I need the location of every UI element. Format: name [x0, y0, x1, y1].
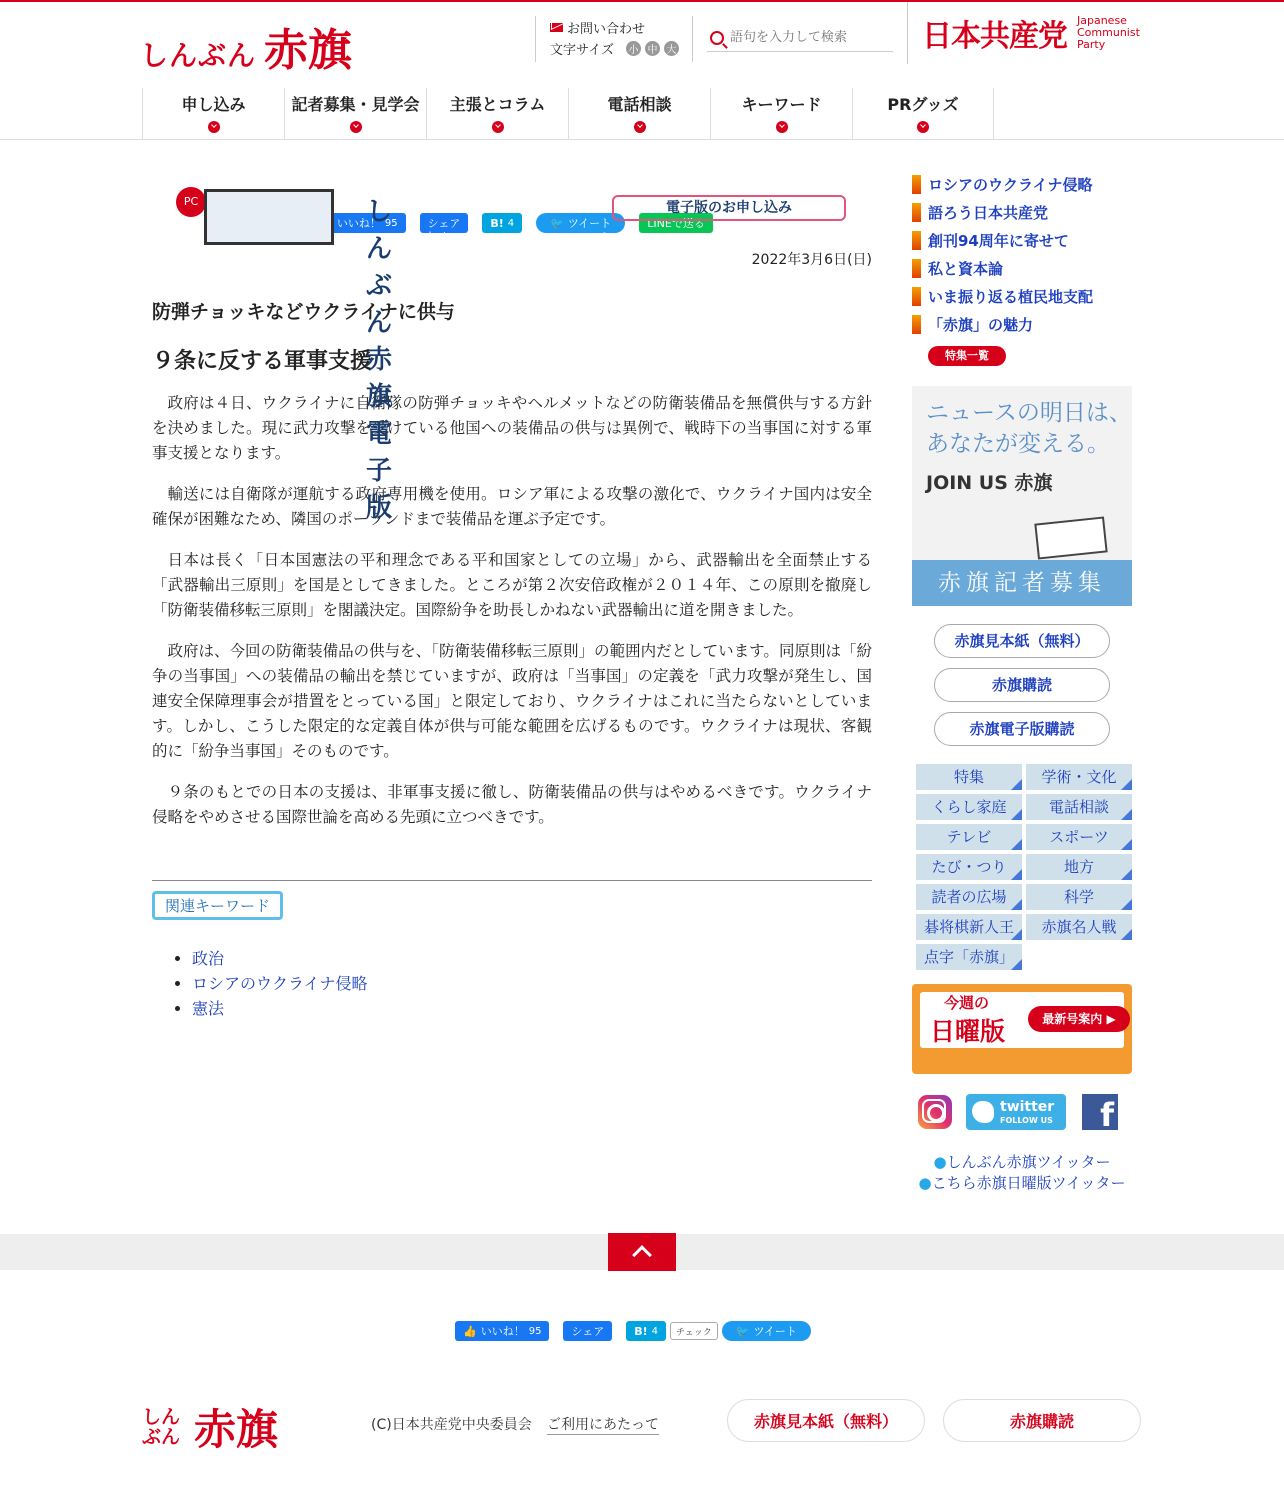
page-top-button[interactable]	[608, 1233, 676, 1271]
nav-item-apply[interactable]: 申し込み	[142, 88, 284, 140]
header-utility	[535, 16, 693, 62]
global-nav	[142, 88, 994, 140]
font-size-medium-button[interactable]: 中	[645, 41, 660, 56]
facebook-like-button[interactable]: 👍 いいね！ 95	[455, 1321, 549, 1341]
digital-subscribe-button[interactable]: 赤旗電子版購読	[934, 712, 1110, 746]
footer-logo[interactable]: しんぶん 赤旗	[142, 1405, 279, 1454]
related-keyword-link[interactable]: 憲法	[192, 999, 225, 1018]
category-link[interactable]: くらし家庭	[916, 794, 1022, 820]
category-link[interactable]: 読者の広場	[916, 884, 1022, 910]
nav-item-phone-consult[interactable]: 電話相談	[568, 88, 710, 140]
twitter-bird-icon: 🐦	[550, 216, 564, 230]
chevron-down-icon	[634, 121, 646, 133]
category-link[interactable]: スポーツ	[1026, 824, 1132, 850]
newspaper-illustration	[1034, 516, 1107, 559]
article-paragraph: 日本は長く「日本国憲法の平和理念である平和国家としての立場」から、武器輸出を全面禁止する「武器輸出三原則」を国是としてきました。ところが第２次安倍政権が２０１４年、この原則を撤廃し「防衛装備移転三原則」を閣議決定。国際紛争を助長しかねない武器輸出に道を開きました。	[152, 551, 872, 619]
related-keyword-link[interactable]: 政治	[192, 949, 225, 968]
chevron-down-icon	[776, 121, 788, 133]
chevron-down-icon	[208, 121, 220, 133]
list-item	[192, 996, 872, 1021]
twitter-link[interactable]: ●こちら赤旗日曜版ツイッター	[918, 1174, 1126, 1192]
latest-issue-button[interactable]: 最新号案内 ▶	[1028, 1006, 1130, 1032]
divider	[152, 880, 872, 881]
twitter-bird-icon: 🐦	[735, 1324, 750, 1338]
chevron-down-icon	[917, 121, 929, 133]
category-link[interactable]: 地方	[1026, 854, 1132, 880]
mail-icon	[550, 23, 563, 32]
hatena-bookmark-button[interactable]: B! 4	[482, 213, 522, 233]
terms-link[interactable]: ご利用にあたって	[547, 1414, 659, 1435]
mixi-check-button[interactable]: チェック	[670, 1322, 718, 1340]
bullet-bar	[912, 287, 921, 306]
related-keywords-label: 関連キーワード	[152, 891, 283, 920]
tweet-button[interactable]: 🐦 ツイート	[722, 1321, 811, 1341]
jcp-logo[interactable]: 日本共産党 Japanese Communist Party	[907, 2, 1140, 64]
contact-link[interactable]: お問い合わせ	[550, 16, 692, 38]
list-item	[192, 946, 872, 971]
search-input[interactable]	[730, 30, 880, 45]
article-paragraph: ９条のもとでの日本の支援は、非軍事支援に徹し、防衛装備品の供与はやめるべきです。ウクライナ侵略をやめさせる国際世論を高める先頭に立つべきです。	[152, 783, 872, 826]
bullet-bar	[912, 203, 921, 222]
category-grid	[916, 764, 1132, 970]
copyright: (C)日本共産党中央委員会	[371, 1417, 532, 1433]
category-link[interactable]: 特集	[916, 764, 1022, 790]
facebook-like-button[interactable]: いいね！ 95	[311, 213, 405, 233]
feature-link[interactable]: 語ろう日本共産党	[912, 198, 1132, 226]
bullet-bar	[912, 175, 921, 194]
main-content	[152, 185, 872, 1021]
feature-link[interactable]: いま振り返る植民地支配	[912, 282, 1132, 310]
category-link[interactable]: 学術・文化	[1026, 764, 1132, 790]
social-links	[912, 1094, 1132, 1134]
article-body	[152, 391, 872, 830]
search-box	[707, 24, 893, 52]
features-all-button[interactable]: 特集一覧	[928, 346, 1006, 366]
twitter-links	[912, 1152, 1132, 1194]
nav-item-recruit[interactable]: 記者募集・見学会	[284, 88, 426, 140]
facebook-share-button[interactable]: シェア	[420, 213, 469, 233]
facebook-share-button[interactable]: シェア	[563, 1321, 612, 1341]
feature-list	[912, 170, 1132, 366]
font-size-control: 文字サイズ 小 中 大	[550, 38, 692, 58]
sidebar	[912, 170, 1132, 1194]
feature-link[interactable]: 私と資本論	[912, 254, 1132, 282]
chevron-down-icon	[350, 121, 362, 133]
twitter-follow-button[interactable]: twitter FOLLOW US	[966, 1094, 1066, 1130]
hatena-bookmark-button[interactable]: B! 4	[626, 1321, 666, 1341]
subscribe-button[interactable]: 赤旗購読	[934, 668, 1110, 702]
font-size-small-button[interactable]: 小	[626, 41, 641, 56]
chevron-down-icon	[492, 121, 504, 133]
nav-item-pr-goods[interactable]: PRグッズ	[852, 88, 994, 140]
sunday-edition-banner[interactable]: 今週の 日曜版 最新号案内 ▶	[912, 984, 1132, 1074]
twitter-bird-icon	[972, 1101, 994, 1123]
article-headline: ９条に反する軍事支援	[152, 349, 373, 374]
font-size-large-button[interactable]: 大	[664, 41, 679, 56]
site-header	[0, 2, 1284, 140]
footer-sample-button[interactable]: 赤旗見本紙（無料）	[727, 1399, 925, 1442]
feature-link[interactable]: 創刊94周年に寄せて	[912, 226, 1132, 254]
related-keyword-link[interactable]: ロシアのウクライナ侵略	[192, 974, 368, 993]
list-item	[192, 971, 872, 996]
feature-link[interactable]: ロシアのウクライナ侵略	[912, 170, 1132, 198]
category-link[interactable]: 科学	[1026, 884, 1132, 910]
article-paragraph: 輸送には自衛隊が運航する政府専用機を使用。ロシア軍による攻撃の激化で、ウクライナ国内は安全確保が困難なため、隣国のポーランドまで装備品を運ぶ予定です。	[152, 485, 872, 528]
category-link[interactable]: 電話相談	[1026, 794, 1132, 820]
footer-subscribe-button[interactable]: 赤旗購読	[943, 1399, 1141, 1442]
bullet-bar	[912, 259, 921, 278]
footer-share-buttons	[455, 1321, 811, 1341]
article-kicker: 防弾チョッキなどウクライナに供与	[152, 301, 455, 323]
category-link[interactable]: 点字「赤旗」	[916, 944, 1022, 970]
related-keywords-list	[192, 946, 872, 1021]
facebook-icon[interactable]: f	[1082, 1094, 1118, 1130]
article-date: 2022年3月6日(日)	[751, 252, 872, 268]
search-icon[interactable]	[710, 31, 724, 45]
twitter-link[interactable]: ●しんぶん赤旗ツイッター	[933, 1153, 1111, 1171]
category-link[interactable]: たび・つり	[916, 854, 1022, 880]
thumbs-up-icon: 👍	[463, 1324, 477, 1338]
category-link[interactable]: テレビ	[916, 824, 1022, 850]
sample-paper-button[interactable]: 赤旗見本紙（無料）	[934, 624, 1110, 658]
nav-item-keyword[interactable]: キーワード	[710, 88, 852, 140]
site-logo[interactable]: しんぶん 赤旗	[140, 25, 353, 76]
feature-link[interactable]: 「赤旗」の魅力	[912, 310, 1132, 338]
article-paragraph: 政府は４日、ウクライナに自衛隊の防弾チョッキやヘルメットなどの防衛装備品を無償供与する方針を決めました。現に武力攻撃を受けている他国への装備品の供与は異例で、戦時下の当事国に対する軍事支援となります。	[152, 394, 872, 462]
bullet-bar	[912, 315, 921, 334]
category-link[interactable]: 赤旗名人戦	[1026, 914, 1132, 940]
nav-item-editorial[interactable]: 主張とコラム	[426, 88, 568, 140]
reporter-recruit-banner[interactable]: ニュースの明日は、 あなたが変える。 JOIN US 赤旗 赤旗記者募集	[912, 386, 1132, 606]
instagram-icon[interactable]	[918, 1095, 952, 1129]
tweet-button[interactable]: 🐦 ツイート	[536, 213, 625, 233]
line-send-button[interactable]: LINEで送る	[639, 213, 713, 233]
bullet-bar	[912, 231, 921, 250]
article-paragraph: 政府は、今回の防衛装備品の供与を、「防衛装備移転三原則」の範囲内だとしています。同原則は「紛争の当事国」への装備品の輸出を禁じていますが、政府は「当事国」の定義を「武力攻撃が発生し、国連安全保障理事会が措置をとっている国」と限定しており、ウクライナはこれに当たらないとしています。しかし、こうした限定的な定義自体が供与可能な範囲を広げるものです。ウクライナは現状、客観的に「紛争当事国」そのものです。	[152, 642, 872, 760]
category-link[interactable]: 碁将棋新人王	[916, 914, 1022, 940]
